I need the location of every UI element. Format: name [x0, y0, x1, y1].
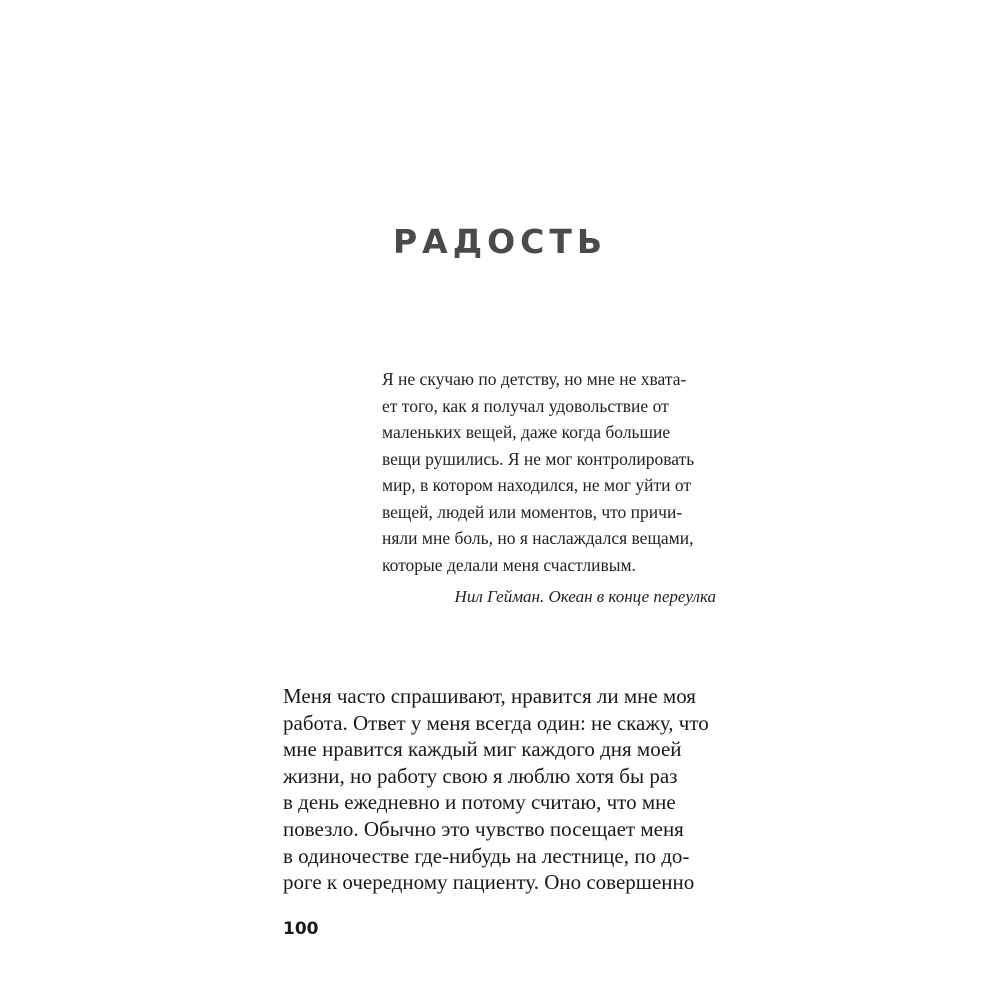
epigraph-line: которые делали меня счастливым. — [382, 554, 636, 575]
body-line: жизни, но работу свою я люблю хотя бы раз — [283, 763, 678, 788]
epigraph-line: вещи рушились. Я не мог контролировать — [382, 448, 695, 469]
body-line: роге к очередному пациенту. Оно совершенно — [283, 870, 695, 895]
epigraph-line: мир, в котором находился, не мог уйти от — [382, 475, 692, 495]
epigraph-line: ет того, как я получал удовольствие от — [382, 395, 669, 416]
chapter-title: РАДОСТЬ — [392, 222, 608, 261]
epigraph — [382, 366, 722, 610]
epigraph-line: Я не скучаю по детству, но мне не хвата- — [382, 369, 687, 389]
epigraph-line: маленьких вещей, даже когда большие — [382, 422, 671, 442]
body-line: мне нравится каждый миг каждого дня моей — [283, 737, 682, 762]
page-number: 100 — [283, 919, 319, 939]
body-line: Меня часто спрашивают, нравится ли мне моя — [283, 684, 696, 708]
body-line: работа. Ответ у меня всегда один: не скажу, что — [283, 710, 709, 735]
epigraph-line: вещей, людей или моментов, что причи- — [382, 501, 683, 522]
body-line: в день ежедневно и потому считаю, что мне — [283, 790, 676, 815]
body-line: в одиночестве где-нибудь на лестнице, по до- — [283, 843, 690, 868]
epigraph-line: няли мне боль, но я наслаждался вещами, — [382, 528, 694, 548]
body-paragraph — [283, 683, 723, 896]
epigraph-attribution: Нил Гейман. Океан в конце переулка — [454, 587, 716, 606]
body-line: повезло. Обычно это чувство посещает меня — [283, 816, 684, 841]
